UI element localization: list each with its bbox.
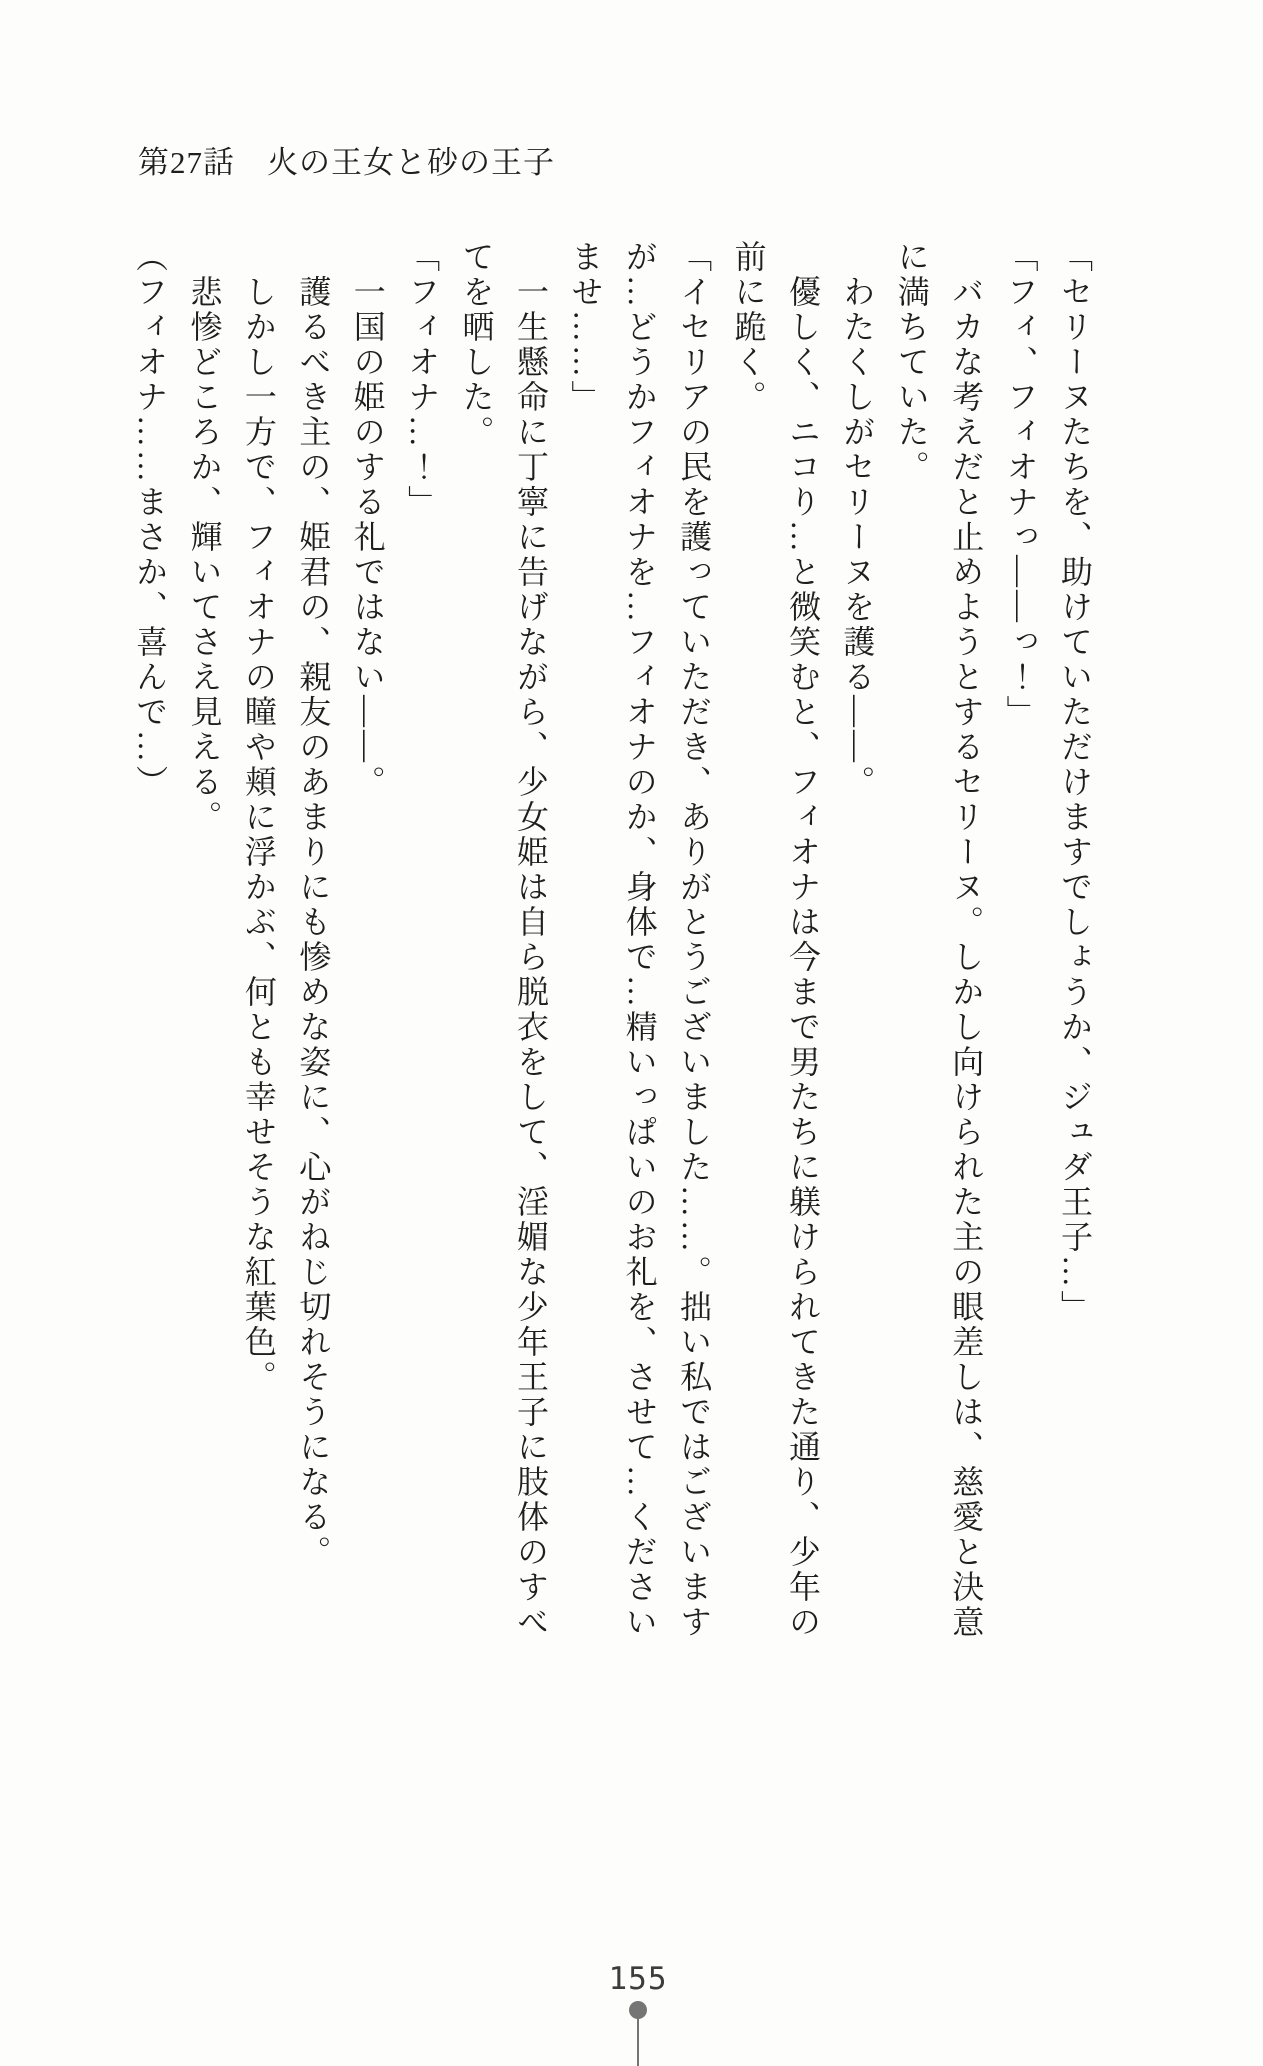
paragraph: 「フィオナ…！」 [404,240,441,520]
paragraph: 一生懸命に丁寧に告げながら、少女姫は自ら脱衣をして、淫媚な少年王子に肢体のすべてを晒した。 [458,240,549,1640]
paragraph: （フィオナ……まさか、喜んで…） [132,240,169,800]
paragraph: 悲惨どころか、輝いてさえ見える。 [186,240,223,835]
chapter-header: 第27話 火の王女と砂の王子 [138,145,555,180]
paragraph: 「フィ、フィオナっ――っ！」 [1002,240,1039,730]
paragraph: 優しく、ニコり…と微笑むと、フィオナは今まで男たちに躾けられてきた通り、少年の前に跪く。 [730,240,821,1640]
paragraph: バカな考えだと止めようとするセリーヌ。しかし向けられた主の眼差しは、慈愛と決意に満ちていた。 [893,240,985,1640]
paragraph: わたくしがセリーヌを護る――。 [839,240,876,800]
paragraph: 「セリーヌたちを、助けていただけますでしょうか、ジュダ王子…」 [1057,240,1093,1325]
paragraph: 護るべき主の、姫君の、親友のあまりにも惨めな姿に、心がねじ切れそうになる。 [295,240,332,1570]
body-text [122,240,1102,1650]
paragraph: 「イセリアの民を護っていただき、ありがとうございました……。拙い私ではございますが…どうかフィオナを…フィオナのか、身体で…精いっぱいのお礼を、させて…くださいませ……」 [567,240,713,1640]
paragraph: しかし一方で、フィオナの瞳や頬に浮かぶ、何とも幸せそうな紅葉色。 [240,240,277,1395]
page-number: 155 [608,1961,668,1997]
ornament-line [637,2016,639,2066]
paragraph: 一国の姫のする礼ではない――。 [349,240,386,800]
